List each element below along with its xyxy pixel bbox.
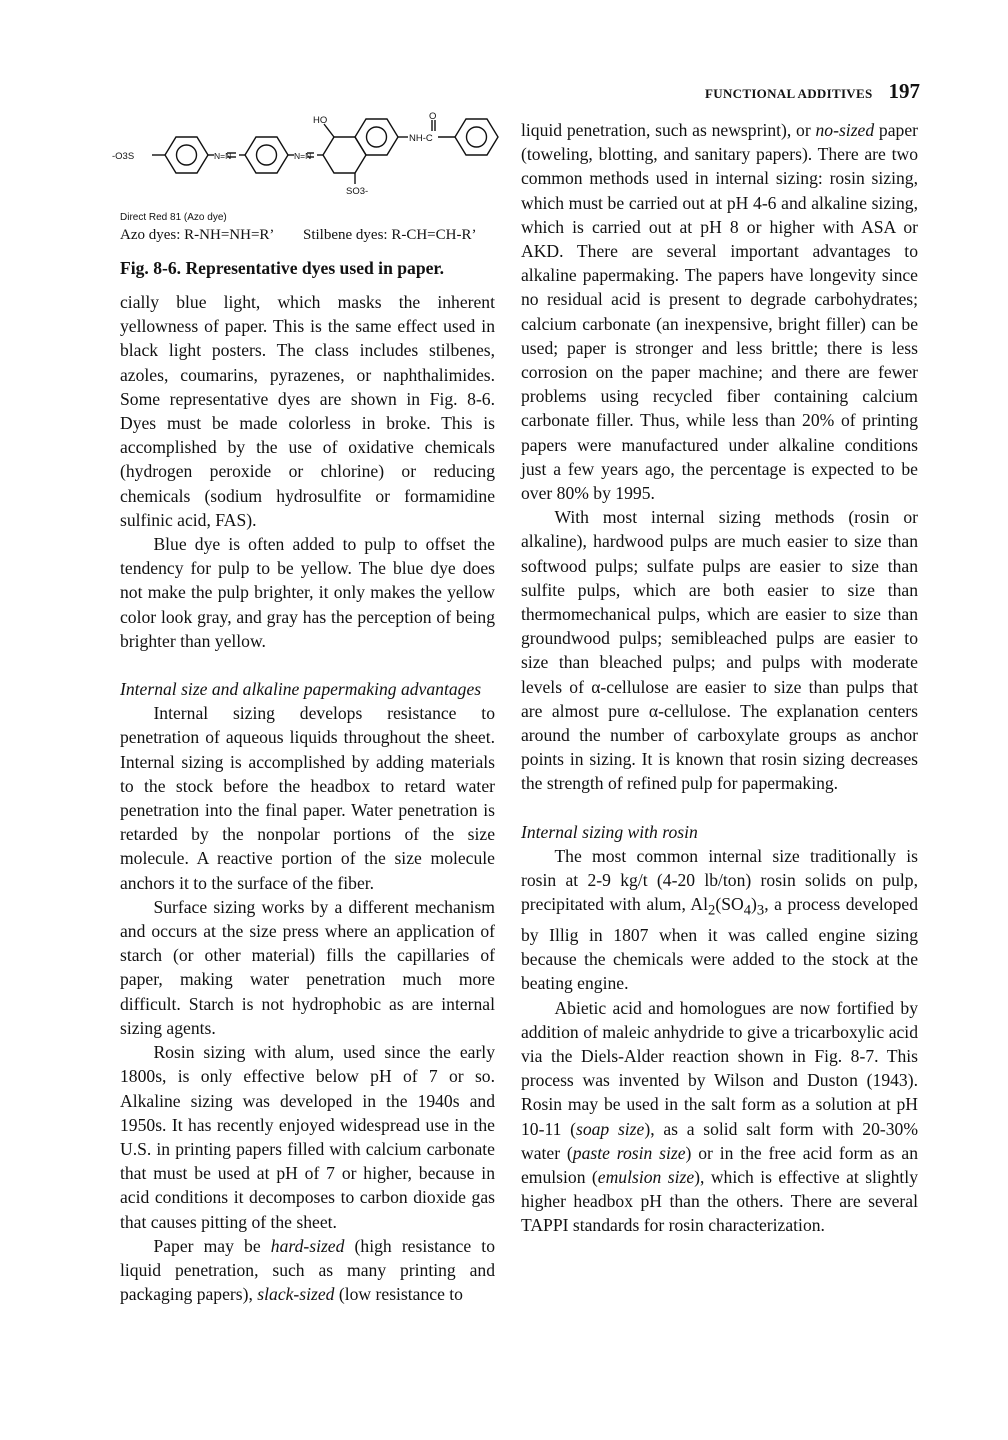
right-paragraph-4: Abietic acid and homologues are now fortified by addition of maleic anhydride to give a tricarboxylic acid via the Diels-Alder reaction shown in Fig. 8-7. This process was invented by Wilson and Duston (1943). Rosin may be used in the salt form as a solution at pH 10-11 (soap size), as a solid salt form with 20-30% water (paste rosin size) or in the free acid form as an emulsion (emulsion size), which is effective at slightly higher headbox pH than the others. There are several TAPPI standards for rosin characterization. [521, 997, 919, 1236]
benzene-ring-3 [455, 119, 498, 155]
term-soap-size: soap size [575, 1118, 645, 1139]
right-paragraph-2: With most internal sizing methods (rosin or alkaline), hardwood pulps are much easier to size than softwood pulps; sulfate pulps are easier to size than sulfite pulps, which are both easier to size than thermomechanical pulps, which are easier to size than groundwood pulps; semibleached pulps are easier to size than bleached pulps; and pulps with moderate levels of α-cellulose are easier to size than pulps that are almost pure α-cellulose. The explanation centers around the number of carboxylate groups as anchor points in sizing. It is known that rosin sizing decreases the strength of refined pulp for papermaking. [521, 507, 918, 794]
label-o3s: -O3S [112, 151, 135, 162]
naphthalene-ring-a [323, 137, 366, 173]
right-column [521, 118, 918, 1238]
term-emulsion-size: emulsion size [597, 1167, 695, 1188]
left-paragraph-1: cially blue light, which masks the inherent yellowness of paper. This is the same effect used in black light posters. The class includes stilbenes, azoles, coumarins, pyrazenes, or naphthalimides. Some representative dyes are shown in Fig. 8-6. Dyes must be made colorless in broke. This is accomplished by the use of oxidative chemicals (hydrogen peroxide or chlorine) or reducing chemicals (sodium hydrosulfite or formamidine sulfinic acid, FAS). [120, 292, 495, 530]
label-azo-2: N=N [294, 151, 312, 161]
label-nh-c: NH-C [409, 133, 433, 144]
running-title: FUNCTIONAL ADDITIVES [705, 86, 873, 101]
naphthalene-ring-b [355, 119, 398, 155]
legend-azo: Azo dyes: R-NH=NH=R’ [120, 227, 275, 243]
dye-name-label: Direct Red 81 (Azo dye) [120, 212, 227, 223]
right-paragraph-1: liquid penetration, such as newsprint), or no-sized paper (toweling, blotting, and sanitary papers). There are two common methods used in internal sizing: rosin sizing, which must be carried out at pH 4-6 and alkaline sizing, which is carried out at pH 8 or higher with ASA or AKD. There are several important advantages to alkaline papermaking. The papers have longevity since no residual acid is present to degrade carbohydrates; calcium carbonate (an inexpensive, bright filler) can be used; paper is stronger and less brittle; there is less corrosion on the paper machine; and there are fewer problems using recycled fiber containing calcium carbonate filler. Thus, while less than 20% of printing papers were manufactured under alkaline conditions just a few years ago, the percentage is expected to be over 80% by 1995. [521, 120, 918, 504]
section-heading-rosin: Internal sizing with rosin [521, 821, 698, 842]
label-ho: HO [313, 115, 328, 126]
figure-legend [120, 226, 500, 244]
label-azo-1: N=N [214, 151, 232, 161]
term-no-sized: no-sized [815, 120, 875, 140]
running-head [520, 79, 920, 107]
section-heading-internal-size: Internal size and alkaline papermaking advantages [120, 679, 482, 700]
left-paragraph-2: Blue dye is often added to pulp to offset the tendency for pulp to be yellow. The blue dye does not make the pulp brighter, it only makes the yellow color look gray, and gray has the perception of being brighter than yellow. [120, 534, 495, 651]
legend-stilbene: Stilbene dyes: R-CH=CH-R’ [303, 227, 477, 243]
term-slack-sized: slack-sized [257, 1284, 335, 1305]
benzene-ring-2 [245, 137, 288, 173]
left-paragraph-5: Rosin sizing with alum, used since the early 1800s, is only effective below pH of 7 or so. Alkaline sizing was developed in the 1940s and 1950s. It has recently enjoyed widespread use in the U.S. in printing papers filled with calcium carbonate that must be used at pH of 7 or higher, because in acid conditions it decomposes to carbon dioxide gas that causes pitting of the sheet. [120, 1042, 495, 1232]
benzene-ring-1 [165, 137, 208, 173]
label-carbonyl-o: O [429, 111, 437, 122]
term-hard-sized: hard-sized [270, 1235, 345, 1256]
term-paste-rosin-size: paste rosin size [572, 1142, 686, 1163]
left-paragraph-4: Surface sizing works by a different mechanism and occurs at the size press where an application of starch (or other material) fills the capillaries of paper, making water penetration much more difficult. Starch is not hydrophobic as are internal sizing agents. [120, 896, 495, 1038]
left-paragraph-3: Internal sizing develops resistance to penetration of aqueous liquids throughout the sheet. Internal sizing is accomplished by adding materials to the stock before the headbox to retard water penetration into the final paper. Water penetration is retarded by the nonpolar portions of the size molecule. A reactive portion of the size molecule anchors it to the surface of the fiber. [120, 703, 495, 893]
figure-caption: Fig. 8-6. Representative dyes used in paper. [120, 258, 445, 278]
left-column [120, 290, 495, 1306]
left-paragraph-6: Paper may be hard-sized (high resistance to liquid penetration, such as many printing and packaging papers), slack-sized (low resistance to [120, 1235, 495, 1305]
right-paragraph-3: The most common internal size traditionally is rosin at 2-9 kg/t (4-20 lb/ton) rosin solids on pulp, precipitated with alum, $Al_2(SO_4)_3$, a process developed by Illig in 1807 when it was called engine sizing because the chemicals were added to the stock at the beating engine. [521, 845, 919, 994]
page-number: 197 [888, 79, 920, 103]
label-so3: SO3- [346, 186, 369, 197]
